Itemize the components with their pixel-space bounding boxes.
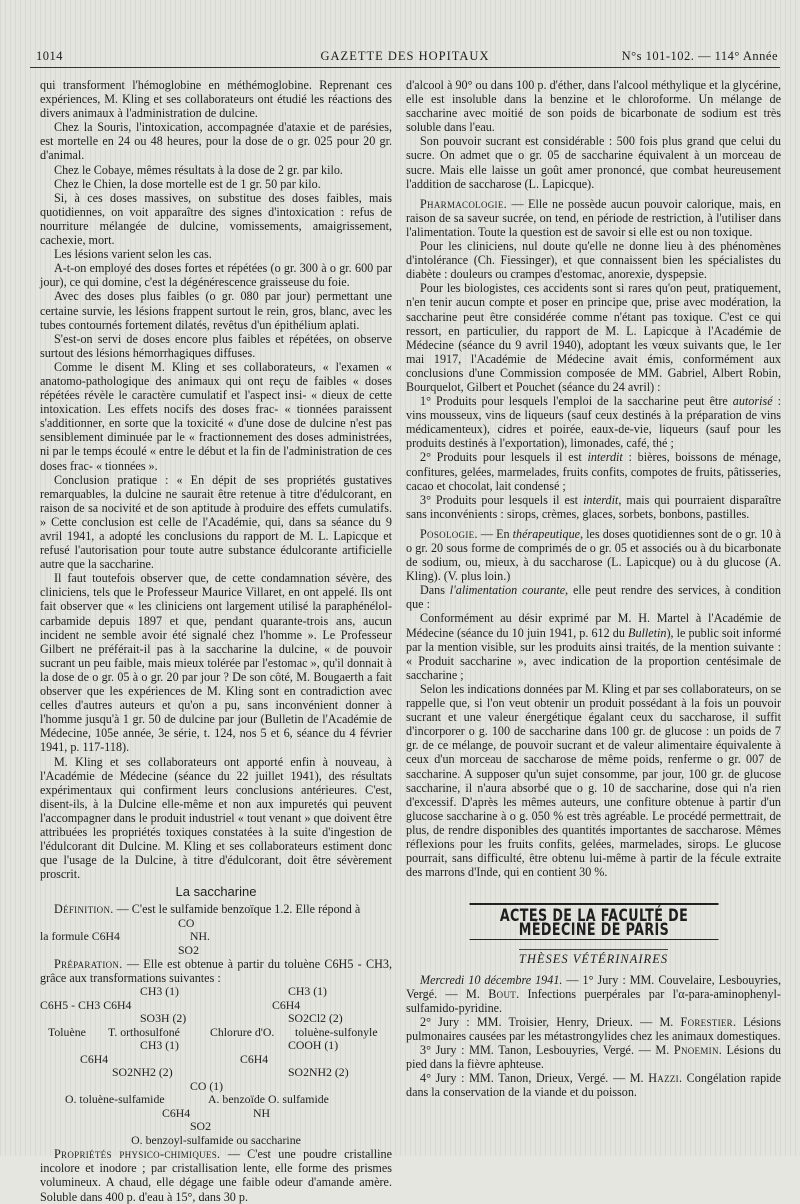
- scheme-label: SO2Cl2 (2): [288, 1011, 343, 1026]
- structural-formula: [40, 917, 392, 958]
- run-in-heading: Pharmacologie.: [420, 196, 507, 211]
- thesis-entry: 3° Jury : MM. Tanon, Lesbouyries, Vergé. — M. Pnoemin. Lésions du pied dans la fièvre aphteuse.: [406, 1043, 782, 1072]
- issue-number: N°s 101-102. — 114° Année: [621, 49, 778, 63]
- scheme-label: CH3 (1): [140, 984, 179, 999]
- scheme-label: C6H4: [80, 1051, 109, 1066]
- scheme-label: C6H4: [240, 1051, 269, 1066]
- paragraph: Dans l'alimentation courante, elle peut rendre des services, à condition que :: [406, 583, 781, 612]
- preparation-paragraph: Préparation. — Elle est obtenue à partir du toluène C6H5 - CH3, grâce aux transformations suivantes :: [40, 957, 392, 986]
- scheme-caption: O. benzoyl-sulfamide ou saccharine: [131, 1132, 301, 1147]
- formula-so2: SO2: [178, 942, 199, 957]
- scheme-label: CO (1): [190, 1078, 224, 1093]
- thesis-entry: 2° Jury : MM. Troisier, Henry, Drieux. — M. Forestier. Lésions pulmonaires causées par les métastrongylides chez les animaux domestiques.: [406, 1014, 781, 1043]
- scheme-label: NH: [253, 1105, 271, 1120]
- formula-co: CO: [178, 915, 195, 930]
- left-column: [40, 78, 392, 1204]
- run-in-heading: Définition.: [54, 902, 114, 917]
- paragraph: Son pouvoir sucrant est considérable : 500 fois plus grand que celui du sucre. On admet que o gr. 05 de saccharine équivalent à un morceau de sucre. Mais elle laisse un goût amer prononcé, que combat heureusement l'addition de saccharose (L. Lapicque).: [406, 134, 781, 191]
- thesis-entry: Mercredi 10 décembre 1941. — 1° Jury : MM. Couvelaire, Lesbouyries, Vergé. — M. Bout. Infections puerpérales par l'α-para-aminophenyl-sulfamido-pyridine.: [406, 972, 781, 1015]
- paragraph: Selon les indications données par M. Kling et par ses collaborateurs, on se rappelle que, si l'on veut obtenir un produit possédant à la fois un pouvoir sucrant et une valeur énergétique égalant ceux du saccharose, il suffit d'incorporer o g. 100 de saccharine dans 100 gr. de glucose : un poids de 7 gr. de ce mélange, de pouvoir sucrant et de valeur alimentaire équivalente à ceux d'un morceau de saccharose de même poids, renferme o gr. 007 de saccharine. A supposer qu'un sujet consomme, par jour, 100 gr. de glucose saccharine, il n'aura absorbé que o g. 10 de saccharine, dose qui n'a rien d'excessif. D'après les mêmes auteurs, une confiture obtenue à partir d'un glucose saccharine à o g. 050 % est très agréable. Le procédé permettrait, de plus, de rendre disponibles des quantités importantes de saccharose. Mêmes réflexions pour les fruits confits, gelées, marmelades, sirops. Le glucose pourrait, sans difficulté, être obtenu lui-même à partir de la fécule extraite des marrons d'Inde, qui en contient 30 %.: [406, 681, 781, 880]
- paragraph: Les lésions varient selon les cas.: [54, 247, 212, 262]
- scheme-label: SO3H (2): [140, 1011, 187, 1026]
- scheme-label: Toluène: [48, 1024, 86, 1039]
- quotation-paragraph: Comme le disent M. Kling et ses collaborateurs, « l'examen « anatomo-pathologique des animaux qui ont reçu de faibles « doses répétées révèle le caractère cumulatif et l'aspect insi- « dieux de cette intoxication. Les effets nocifs des doses frac- « tionnées paraissent s'additionner, en sorte que la toxicité « d'une dose de dulcine n'est pas sensiblement diminuée par le « fractionnement des doses administrées, ni par le temps écoulé « entre le début et la fin de l'administration de ces doses frac- « tionnées ».: [40, 359, 392, 473]
- running-header: [30, 45, 780, 68]
- properties-paragraph: Propriétés physico-chimiques. — C'est une poudre cristalline incolore et inodore ; par cristallisation lente, elle forme des prismes volumineux. A chaud, elle dégage une faible odeur d'amande amère. Soluble dans 400 p. d'eau à 15°, dans 30 p.: [40, 1147, 392, 1204]
- paragraph: d'alcool à 90° ou dans 100 p. d'éther, dans l'alcool méthylique et la glycérine, elle est insoluble dans la benzine et le chloroforme. Un mélange de saccharine avec moitié de son poids de bicarbonate de sodium est très soluble dans l'eau.: [406, 78, 781, 135]
- scheme-label: CH3 (1): [140, 1038, 179, 1053]
- journal-title: GAZETTE DES HOPITAUX: [320, 49, 490, 63]
- scheme-label: toluène-sulfonyle: [295, 1024, 378, 1039]
- run-in-heading: Préparation.: [54, 957, 123, 972]
- right-column: [406, 78, 781, 1099]
- reaction-scheme: [40, 985, 392, 1147]
- theses-subheading: THÈSES VÉTÉRINAIRES: [406, 952, 781, 966]
- paragraph: Il faut toutefois observer que, de cette condamnation sévère, des cliniciens, tels que le Professeur Maurice Villaret, en ont appelé. Ils ont fait observer que « les cliniciens ont largement utilisé la paraphénélol-carbamide depuis 1897 et que, pendant quarante-trois ans, aucun incident ne semble avoir été signalé chez l'homme ». Le Professeur Gilbert ne préférait-il pas à la saccharine la dulcine, « de pouvoir sucrant un peu faible, mais mieux tolérée par l'estomac », qu'il donnait à la dose de o gr. 05 à o gr. 20 par jour ? De son côté, M. Bougaerth a fait observer que les expériences de M. Kling sont en contradiction avec celles d'autres auteurs et qu'on a pu, sans inconvénient donner à l'homme jusqu'à 1 gr. 50 de dulcine par jour (Bulletin de l'Académie de Médecine, 105e année, 3e série, t. 124, nos 5 et 6, séance du 4 février 1941, p. 117-118).: [40, 571, 392, 755]
- list-item: 3° Produits pour lesquels il est interdit, mais qui pourraient disparaître sans inconvénients : sirops, crèmes, glaces, sorbets, bonbons, pastilles.: [406, 492, 781, 521]
- paragraph: Avec des doses plus faibles (o gr. 080 par jour) permettant une certaine survie, les lésions frappent surtout le rein, gros, blanc, avec les tubes contournés fortement dilatés, revêtus d'un épithélium aplati.: [40, 289, 392, 332]
- faculty-acts-banner: ACTES DE LA FACULTÉ DE MÉDECINE DE PARIS: [469, 903, 718, 940]
- scheme-label: C6H5 - CH3 C6H4: [40, 997, 132, 1012]
- paragraph: Pour les cliniciens, nul doute qu'elle ne donne lieu à des phénomènes d'intolérance (Ch. Fiessinger), et que connaissent bien les spécialistes du diabète : douleurs ou crampes d'estomac, anorexie, dyspepsie.: [406, 239, 781, 282]
- posology-paragraph: Posologie. — En thérapeutique, les doses quotidiennes sont de o gr. 10 à o gr. 20 sous forme de comprimés de o gr. 05 et associés ou à du bicarbonate de sodium, ou, mieux, à du saccharose (L. Lapicque) ou à du glucose (A. Kling). (V. plus loin.): [406, 526, 782, 584]
- run-in-heading: Propriétés physico-chimiques.: [54, 1147, 221, 1162]
- scheme-label: O. toluène-sulfamide: [65, 1092, 165, 1107]
- pharmacology-paragraph: Pharmacologie. — Elle ne possède aucun pouvoir calorique, mais, en raison de sa saveur sucrée, on tend, en période de restriction, à l'utiliser dans l'alimentation. Toute la question est de savoir si elle est ou non toxique.: [406, 196, 781, 239]
- paragraph: Chez le Cobaye, mêmes résultats à la dose de 2 gr. par kilo.: [54, 162, 343, 177]
- definition-paragraph: Définition. — C'est le sulfamide benzoïque 1.2. Elle répond à: [54, 902, 361, 917]
- scheme-label: SO2NH2 (2): [288, 1065, 349, 1080]
- scheme-label: C6H4: [272, 997, 301, 1012]
- formula-lead: la formule C6H4: [40, 929, 120, 944]
- scheme-label: CH3 (1): [288, 984, 327, 999]
- paragraph: Si, à ces doses massives, on substitue des doses faibles, mais quotidiennes, on voit apparaître des signes d'intoxication : refus de nourriture mélangée de dulcine, vomissements, amaigrissement, cachexie, mort.: [40, 190, 392, 248]
- run-in-heading: Posologie.: [420, 526, 478, 541]
- list-item: 2° Produits pour lesquels il est interdit : bières, boissons de ménage, confitures, gelées, marmelades, fruits confits, compotes de fruits, pâtisseries, cacao et chocolat, lait condensé ;: [406, 450, 781, 493]
- paragraph: A-t-on employé des doses fortes et répétées (o gr. 300 à o gr. 600 par jour), ce qui domine, c'est la dégénérescence graisseuse du foie.: [40, 261, 392, 290]
- paragraph: M. Kling et ses collaborateurs ont apporté enfin à nouveau, à l'Académie de Médecine (séance du 22 juillet 1941), des résultats expérimentaux qui confirment leurs conclusions antérieures. C'est, disent-ils, à la Dulcine elle-même et non aux impuretés qui peuvent l'accompagner dans le produit industriel « tout venant » que doivent être attribuées les propriétés toxiques constatées à la suite d'ingestion de l'édulcorant dit Dulcine. M. Kling et ses collaborateurs estiment donc que l'usage de la Dulcine, à titre d'édulcorant, doit être sévèrement proscrit.: [40, 754, 392, 882]
- paragraph: Chez le Chien, la dose mortelle est de 1 gr. 50 par kilo.: [54, 176, 321, 191]
- scheme-label: A. benzoïde O. sulfamide: [208, 1092, 329, 1107]
- scheme-label: T. orthosulfoné: [108, 1024, 180, 1039]
- scheme-label: Chlorure d'O.: [210, 1024, 275, 1039]
- paragraph: Pour les biologistes, ces accidents sont si rares qu'on peut, pratiquement, n'en tenir aucun compte et poser en principe que, prise avec modération, la saccharine peut être considérée comme n'étant pas toxique. C'est ce qui ressort, en particulier, du rapport de M. L. Lapicque à l'Académie de Médecine (séance du 9 avril 1940), adoptant les vœux suivants que, le 1er mai 1917, l'Académie de Médecine avait émis, conformément aux conclusions d'une Commission composée de MM. Gabriel, Albert Robin, Bourquelot, Gilbert et Pouchet (séance du 24 avril) :: [406, 281, 781, 394]
- paragraph: Chez la Souris, l'intoxication, accompagnée d'ataxie et de parésies, est mortelle en 24 ou 48 heures, pour la dose de o gr. 025 pour 20 gr. d'animal.: [40, 120, 392, 163]
- paragraph: Conformément au désir exprimé par M. H. Martel à l'Académie de Médecine (séance du 10 juin 1941, p. 612 du Bulletin), le public soit informé par la mention visible, sur les produits ainsi traités, de la mention suivante : « Produit saccharine », avec indication de la proportion centésimale de saccharine ;: [406, 611, 781, 682]
- thesis-entry: 4° Jury : MM. Tanon, Drieux, Vergé. — M. Hazzi. Congélation rapide dans la conservation de la viande et du poisson.: [406, 1071, 781, 1100]
- scheme-label: SO2NH2 (2): [112, 1065, 173, 1080]
- page-number: 1014: [36, 49, 63, 63]
- scheme-label: C6H4: [162, 1105, 191, 1120]
- paragraph: qui transforment l'hémoglobine en méthémoglobine. Reprenant ces expériences, M. Kling et ses collaborateurs ont étudié les réactions des divers animaux à l'administration de dulcine.: [40, 78, 392, 121]
- paragraph: S'est-on servi de doses encore plus faibles et répétées, on observe surtout des lésions hémorrhagiques diffuses.: [40, 331, 392, 360]
- scheme-label: COOH (1): [288, 1038, 339, 1053]
- scheme-label: SO2: [190, 1119, 211, 1134]
- formula-nh: NH.: [190, 929, 210, 944]
- section-title: La saccharine: [175, 884, 257, 900]
- list-item: 1° Produits pour lesquels l'emploi de la saccharine peut être autorisé : vins mousseux, vins de liqueurs (sauf ceux destinés à la préparation de vins médicamenteux), cidres et poirée, eaux-de-vie, liqueurs (sauf pour les produits destinés à l'exportation), limonades, café, thé ;: [406, 394, 781, 451]
- paragraph: Conclusion pratique : « En dépit de ses propriétés gustatives remarquables, la dulcine ne saurait être retenue à titre d'édulcorant, en raison de sa nocivité et de son aptitude à produire des effets cumulatifs. » Cette conclusion est celle de l'Académie, qui, dans sa séance du 9 avril 1941, a adopté les conclusions du rapport de M. L. Lapicque et refusé l'autorisation pour toute autre substance édulcorante artificielle autre que la saccharine.: [40, 472, 392, 572]
